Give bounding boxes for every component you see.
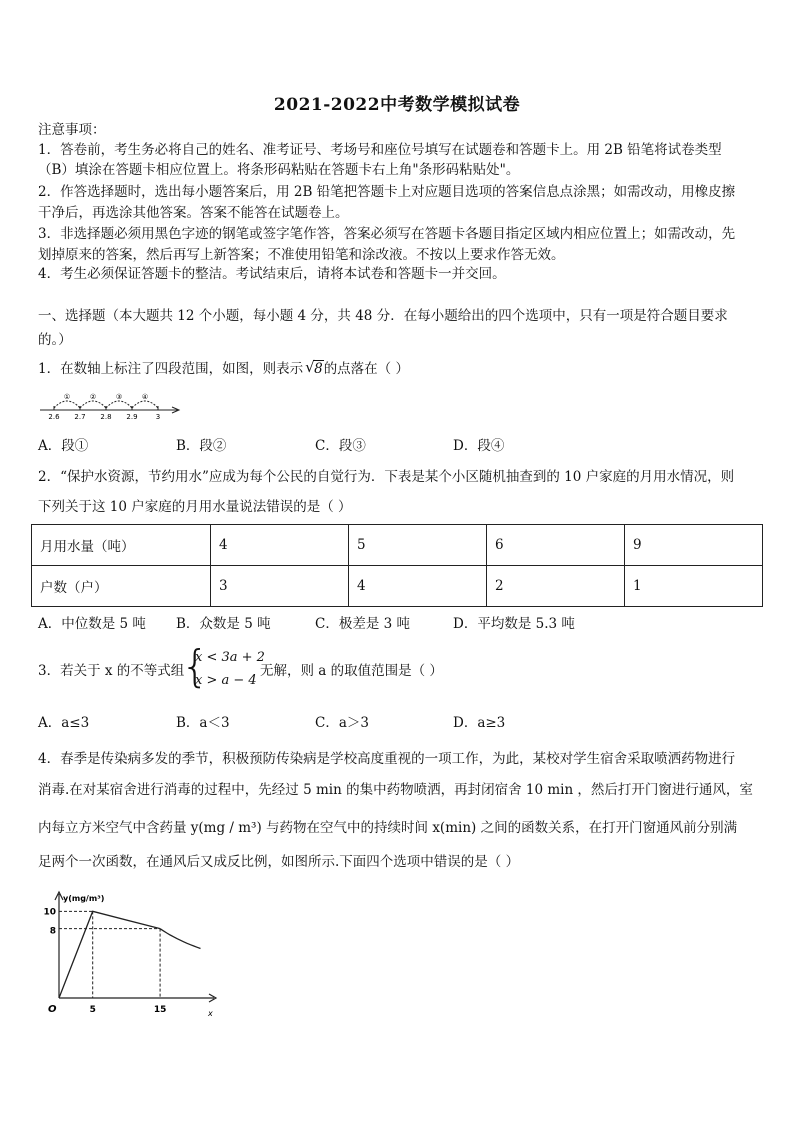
q1-stem-after: 的点落在（ ） — [323, 361, 409, 377]
segment-mark: ② — [89, 393, 97, 401]
option-b[interactable]: B．众数是 5 吨 — [176, 616, 271, 632]
q2-stem-line: 2．“保护水资源，节约用水”应成为每个公民的自觉行为．下表是某个小区随机抽查到的 10 户家庭的月用水情况，则 — [38, 469, 735, 485]
q2-stem-line: 下列关于这 10 户家庭的月用水量说法错误的是（ ） — [38, 499, 352, 515]
y-tick-label: 8 — [49, 926, 56, 937]
q4-line: 内每立方米空气中含药量 y(mg / m³) 与药物在空气中的持续时间 x(min) 之间的函数关系，在打开门窗通风前分别满 — [38, 820, 738, 836]
inequality-system — [181, 641, 265, 694]
segment-arc — [132, 401, 158, 408]
q3-stem-before: 3．若关于 x 的不等式组 — [38, 663, 185, 679]
left-brace: { — [181, 641, 209, 692]
sqrt-symbol: √ 8 — [305, 358, 323, 377]
table-cell: 2 — [487, 566, 625, 607]
y-axis-label: y(mg/m³) — [63, 894, 105, 903]
number-line-figure — [38, 386, 188, 422]
x-tick-label: 15 — [153, 1005, 167, 1015]
option-d[interactable]: D．平均数是 5.3 吨 — [453, 616, 575, 632]
notice-line: 划掉原来的答案，然后再写上新答案；不准使用铅笔和涂改液。不按以上要求作答无效。 — [38, 247, 565, 263]
segment-arc — [80, 401, 106, 408]
option-a[interactable]: A．中位数是 5 吨 — [38, 616, 146, 632]
notice-line: 2．作答选择题时，选出每小题答案后，用 2B 铅笔把答题卡上对应题目选项的答案信息点涂黑；如需改动，用橡皮擦 — [38, 184, 736, 200]
x-tick-label: 5 — [89, 1005, 96, 1015]
option-a[interactable]: A．段① — [38, 438, 89, 454]
segment-mark: ① — [63, 393, 71, 401]
option-b[interactable]: B．a＜3 — [176, 715, 230, 731]
segment-mark: ④ — [141, 393, 149, 401]
option-d[interactable]: D．a≥3 — [453, 715, 506, 731]
inequality-2: x > a − 4 — [195, 673, 257, 688]
notice-line: 3．非选择题必须用黑色字迹的钢笔或签字笔作答，答案必须写在答题卡各题目指定区域内相应位置上；如需改动，先 — [38, 226, 736, 242]
segment-arc — [54, 401, 80, 408]
q4-line: 消毒.在对某宿舍进行消毒的过程中，先经过 5 min 的集中药物喷洒，再封闭宿舍 10 min ，然后打开门窗进行通风，室 — [38, 782, 753, 798]
drug-concentration-graph — [34, 888, 224, 1028]
segment-arc — [106, 401, 132, 408]
q4-line: 足两个一次函数，在通风后又成反比例，如图所示.下面四个选项中错误的是（ ） — [38, 854, 520, 870]
table-header-cell: 月用水量（吨） — [32, 525, 211, 566]
graph-marks — [59, 911, 201, 998]
option-c[interactable]: C．段③ — [315, 438, 366, 454]
table-cell: 6 — [487, 525, 625, 566]
notice-line: 4．考生必须保证答题卡的整洁。考试结束后，请将本试卷和答题卡一并交回。 — [38, 266, 506, 282]
table-cell: 4 — [349, 566, 487, 607]
table-row — [32, 525, 763, 566]
tick-label: 2.7 — [74, 413, 86, 421]
q1-options — [38, 436, 762, 456]
q3-options — [38, 713, 762, 733]
linear-segments — [59, 911, 160, 998]
option-c[interactable]: C．a＞3 — [315, 715, 369, 731]
tick-label: 2.9 — [126, 413, 138, 421]
option-d[interactable]: D．段④ — [453, 438, 505, 454]
q4-line: 4．春季是传染病多发的季节，积极预防传染病是学校高度重视的一项工作，为此，某校对学生宿舍采取喷洒药物进行 — [38, 751, 736, 767]
inequality-1: x < 3a + 2 — [195, 650, 265, 665]
option-c[interactable]: C．极差是 3 吨 — [315, 616, 411, 632]
segment-mark: ③ — [115, 393, 123, 401]
inverse-proportion-curve — [160, 929, 200, 949]
table-row — [32, 566, 763, 607]
table-cell: 5 — [349, 525, 487, 566]
q1-stem-before: 1．在数轴上标注了四段范围，如图，则表示 — [38, 361, 304, 377]
table-cell: 1 — [625, 566, 763, 607]
exam-title: 2021-2022中考数学模拟试卷 — [273, 95, 521, 115]
table-header-cell: 户数（户） — [32, 566, 211, 607]
tick-label: 3 — [155, 413, 161, 421]
water-usage-table — [31, 524, 763, 607]
tick-label: 2.6 — [48, 413, 60, 421]
q3-stem-after: 无解，则 a 的取值范围是（ ） — [260, 663, 443, 679]
tick-label: 2.8 — [100, 413, 112, 421]
notice-heading: 注意事项： — [38, 122, 106, 138]
table-cell: 4 — [211, 525, 349, 566]
table-cell: 3 — [211, 566, 349, 607]
y-tick-label: 10 — [43, 907, 56, 918]
notice-line: （B）填涂在答题卡相应位置上。将条形码粘贴在答题卡右上角"条形码粘贴处"。 — [38, 162, 520, 178]
option-b[interactable]: B．段② — [176, 438, 227, 454]
origin-label: O — [48, 1004, 57, 1015]
q2-options — [38, 614, 762, 634]
section-heading-line: 的。） — [38, 332, 72, 348]
q1-radicand: 8 — [314, 361, 323, 377]
option-a[interactable]: A．a≤3 — [38, 715, 90, 731]
notice-line: 1．答卷前，考生务必将自己的姓名、准考证号、考场号和座位号填写在试题卷和答题卡上。用 2B 铅笔将试卷类型 — [38, 142, 722, 158]
q1-stem — [38, 359, 762, 379]
section-heading-line: 一、选择题（本大题共 12 个小题，每小题 4 分，共 48 分．在每小题给出的四个选项中，只有一项是符合题目要求 — [38, 308, 728, 324]
notice-line: 干净后，再选涂其他答案。答案不能答在试题卷上。 — [38, 205, 349, 221]
table-cell: 9 — [625, 525, 763, 566]
x-axis-label: x — [208, 1009, 213, 1018]
